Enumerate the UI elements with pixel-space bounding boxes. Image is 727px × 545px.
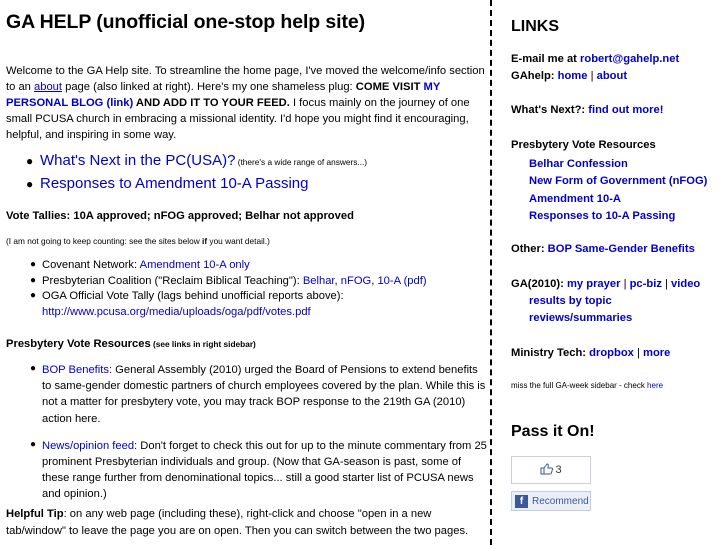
amendment-10a-link[interactable]: Amendment 10-A only [139,259,250,271]
separator: , [371,274,378,287]
presbytery-heading-note: (see links in right sidebar) [150,339,256,349]
list-item [30,258,488,274]
email-label: E-mail me at [511,53,581,65]
list-item [30,438,488,503]
vote-note [6,233,488,249]
bullet-icon: ● [26,177,34,191]
bop-benefits-link[interactable]: BOP Benefits: [42,364,113,376]
presbytery-resources-title: Presbytery Vote Resources [511,139,656,151]
intro-bold: COME VISIT [355,81,424,93]
intro-bold: AND ADD IT TO YOUR FEED. [133,97,290,109]
separator: | [661,278,672,290]
belhar-link[interactable]: Belhar [302,274,335,287]
ga2010-line [511,278,700,290]
helpful-tip-label: Helpful Tip [6,508,64,520]
more-link[interactable]: more [643,347,671,359]
vote-tally-list [30,258,488,320]
belhar-confession-link[interactable]: Belhar Confession [529,158,628,170]
recommend-label: Recommend [532,495,589,507]
bop-same-gender-link[interactable]: BOP Same-Gender Benefits [547,243,695,255]
bullet-icon: ● [26,154,34,168]
here-link[interactable]: here [647,381,664,390]
bullet-icon: ● [30,438,37,450]
bullet-icon: ● [30,274,37,286]
separator: | [587,70,597,82]
list-item [30,289,488,320]
dropbox-link[interactable]: dropbox [589,347,634,359]
bullet-icon: ● [30,290,37,302]
nfog-link[interactable]: nFOG [340,274,372,287]
sidebar-about-link[interactable]: about [596,70,628,82]
separator: | [620,278,630,290]
find-out-more-link[interactable]: find out more! [588,104,664,116]
featured-links-list [26,150,488,195]
video-link[interactable]: video [671,278,701,290]
gahelp-label: GAhelp: [511,70,558,82]
presbytery-list [30,362,488,503]
10a-pdf-link[interactable]: 10-A (pdf) [377,274,427,287]
list-text: General Assembly (2010) urged the Board of Pensions to extend benefits to same-gender domestic partners of church employees covered by the plan. While this is not a matter for presbytery vote, you may track BOP response to the 219th GA (2010) action here. [42,364,486,425]
ministry-tech-line [511,347,670,359]
list-item [30,274,488,290]
facebook-icon: f [515,495,528,508]
ga2010-results [529,295,612,307]
responses-10a-link[interactable]: Responses to Amendment 10-A Passing [40,175,309,192]
list-text: OGA Official Vote Tally (lags behind unofficial reports above): [42,290,344,303]
helpful-tip [6,506,488,539]
whats-next-label: What's Next?: [511,104,589,116]
full-sidebar-note [511,381,663,390]
gahelp-line [511,70,627,82]
separator: | [633,347,643,359]
like-count-box [511,456,591,484]
links-title: LINKS [511,18,559,35]
other-label: Other: [511,243,548,255]
pass-it-on-title: Pass it On! [511,423,595,440]
separator: , [334,274,341,287]
list-item [26,150,488,173]
email-line [511,53,679,65]
list-item [26,173,488,195]
ga2010-reviews [529,312,632,324]
email-link[interactable]: robert@gahelp.net [580,53,680,65]
list-text: Presbyterian Coalition ("Reclaim Biblical Teaching"): [42,274,303,287]
vote-tallies-heading: Vote Tallies: 10A approved; nFOG approved; Belhar not approved [6,210,354,222]
results-by-topic-link[interactable]: results by topic [529,295,612,307]
presbytery-heading [6,336,488,352]
whats-next-line [511,104,663,116]
whats-next-link[interactable]: What's Next in the PC(USA)? [40,152,236,169]
personal-blog-link[interactable]: MY PERSONAL BLOG (link) [6,81,441,109]
column-divider [490,0,492,545]
page-title: GA HELP (unofficial one-stop help site) [6,11,366,33]
reviews-summaries-link[interactable]: reviews/summaries [529,312,633,324]
whats-next-note: (there's a wide range of answers...) [235,157,368,167]
my-prayer-link[interactable]: my prayer [566,278,621,290]
bullet-icon: ● [30,363,37,374]
list-text: Don't forget to check this out for up to the minute commentary from 25 prominent Presbyterian individuals and group. (Now that GA-season is past, some of these range further from denominational topics... still a good starter list of PCUSA news and opinion.) [42,439,487,501]
helpful-tip-text: : on any web page (including these), right-click and choose "open in a new tab/window" to leave the page you are on open. Then you can switch between the two pages. [6,508,469,537]
votes-pdf-link[interactable]: http://www.pcusa.org/media/uploads/oga/pdf/votes.pdf [42,305,311,318]
full-sidebar-text: miss the full GA-week sidebar - check [511,381,648,390]
bullet-icon: ● [30,259,37,270]
intro-text: page (also linked at right). Here's my one shameless plug: [62,81,356,93]
list-text: Covenant Network: [42,259,140,271]
about-link[interactable]: about [34,81,62,93]
ga2010-label: GA(2010): [511,278,567,290]
amendment-10a-sidebar-link[interactable]: Amendment 10-A [529,192,622,205]
like-count: 3 [555,464,562,476]
ministry-tech-label: Ministry Tech: [511,347,590,359]
intro-text: Welcome to the GA Help site. To streamline the home page, I've moved the welcome/info section to an [6,65,485,93]
vote-note-text: you want detail.) [207,236,270,246]
presbytery-links [529,156,707,225]
intro-text: I focus mainly on the journey of one small PCUSA church in embracing a missional identity. I'd hope you might find it encouraging, helpful, and inspiring in some way. [6,97,470,141]
recommend-button[interactable] [511,491,591,511]
responses-10a-sidebar-link[interactable]: Responses to 10-A Passing [529,209,676,222]
list-item [30,362,488,427]
nfog-sidebar-link[interactable]: New Form of Government (nFOG) [529,175,708,188]
presbytery-heading-text: Presbytery Vote Resources [6,338,151,350]
pc-biz-link[interactable]: pc-biz [629,278,662,290]
thumbs-up-icon [540,463,553,478]
vote-note-bold: if [202,236,208,246]
intro-paragraph [6,63,488,143]
other-line [511,243,695,255]
news-feed-link[interactable]: News/opinion feed: [42,439,138,452]
vote-note-text: (I am not going to keep counting: see the sites below [6,236,203,246]
home-link[interactable]: home [557,70,588,82]
